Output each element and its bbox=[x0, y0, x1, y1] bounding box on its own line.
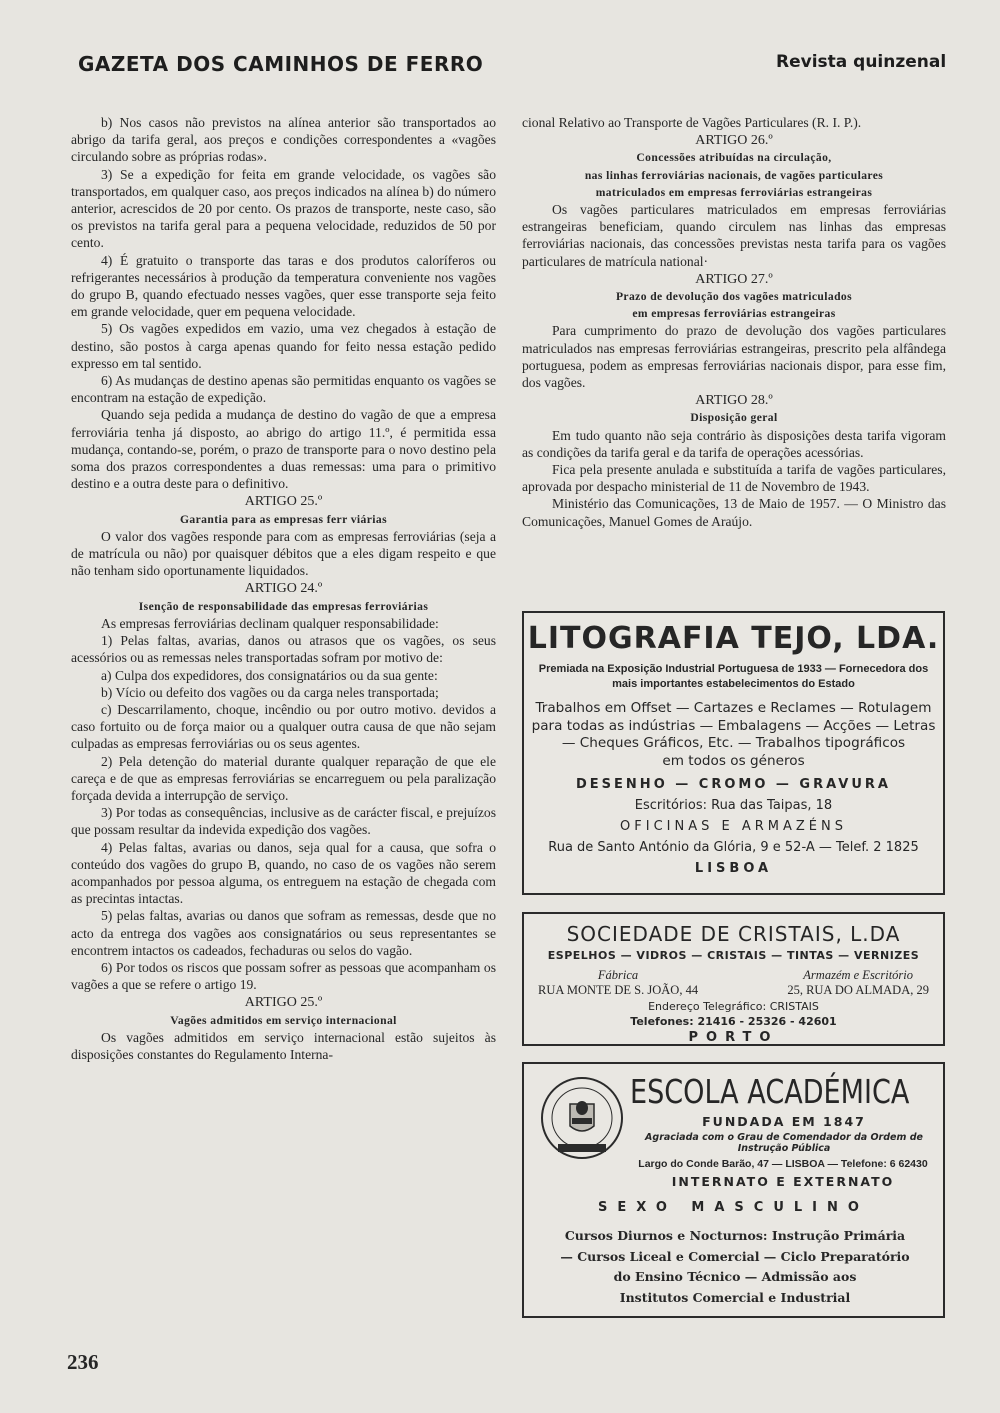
paragraph: Em tudo quanto não seja contrário às disposições desta tarifa vigoram as condições da tarifa geral e da tarifa de operações acessórias. bbox=[522, 427, 946, 460]
ad-cristais-fabrica-address: RUA MONTE DE S. JOÃO, 44 bbox=[538, 983, 699, 997]
ad-cristais-products: ESPELHOS — VIDROS — CRISTAIS — TINTAS — VERNIZES bbox=[547, 949, 920, 962]
paragraph: Ministério das Comunicações, 13 de Maio de 1957. — O Ministro das Comunicações, Manuel Gomes de Araújo. bbox=[522, 496, 946, 529]
article-subheading: Disposição geral bbox=[690, 411, 778, 425]
paragraph: 4) Pelas faltas, avarias ou danos, seja qual for a causa, que sofra o conteúdo dos vagões do grupo B, quando, no caso de os vagões não serem acompanhados por pessoa alguma, os entreguem na estação de chegada com as precintas intactas. bbox=[71, 839, 496, 907]
school-seal-icon bbox=[538, 1074, 626, 1162]
page-number: 236 bbox=[67, 1350, 99, 1374]
article-subheading: Prazo de devolução dos vagões matriculados bbox=[615, 290, 853, 304]
ad-litografia-escritorios: Escritórios: Rua das Taipas, 18 bbox=[634, 798, 833, 814]
ad-litografia-city: LISBOA bbox=[694, 861, 773, 877]
paragraph: Para cumprimento do prazo de devolução dos vagões particulares matriculados nas empresas ferroviárias estrangeiras, prescrito pela alfândega portuguesa, podem as empresas ferroviárias nacionais dispor, para esse fim, dos vagões. bbox=[522, 323, 946, 391]
ad-escola-academica bbox=[522, 1062, 945, 1318]
paragraph: Os vagões admitidos em serviço internacional estão sujeitos às disposições constantes do Regulamento Interna- bbox=[71, 1029, 496, 1062]
article-heading: ARTIGO 25.º bbox=[244, 995, 323, 1011]
ad-escola-name: ESCOLA ACADÉMICA bbox=[630, 1072, 910, 1111]
ad-cristais-armazem-label: Armazém e Escritório bbox=[803, 968, 914, 982]
ad-litografia-desenho: DESENHO — CROMO — GRAVURA bbox=[576, 777, 891, 793]
ad-escola-sexo: SEXO MASCULINO bbox=[598, 1200, 869, 1215]
paragraph: 4) É gratuito o transporte das taras e dos produtos caloríferos ou refrigerantes necessários à produção da temperatura conveniente nos vagões do grupo B, quando efectuado nesses vagões, quer esse transporte seja feito em grande velocidade, quer em pequena velocidade. bbox=[71, 252, 496, 320]
article-heading: ARTIGO 27.º bbox=[695, 271, 773, 287]
ad-escola-founded: FUNDADA EM 1847 bbox=[702, 1114, 866, 1129]
article-subheading: Concessões atribuídas na circulação, bbox=[636, 151, 832, 165]
ad-cristais-telegrafico: Endereço Telegráfico: CRISTAIS bbox=[648, 1000, 819, 1013]
ad-escola-courses-text: Cursos Diurnos e Nocturnos: Instrução Primária — Cursos Liceal e Comercial — Ciclo Preparatório do Ensino Técnico — Admissão aos bbox=[560, 1228, 910, 1284]
publication-title: GAZETA DOS CAMINHOS DE FERRO bbox=[78, 52, 484, 76]
ad-litografia-services bbox=[524, 700, 943, 770]
ad-cristais-fabrica-label: Fábrica bbox=[597, 968, 639, 982]
article-heading: ARTIGO 25.º bbox=[244, 494, 323, 510]
article-subheading: Vagões admitidos em serviço internacional bbox=[170, 1013, 397, 1027]
article-subheading: Garantia para as empresas ferr viárias bbox=[179, 512, 387, 526]
ad-litografia-line: Trabalhos em Offset — Cartazes e Reclames — Rotulagem bbox=[535, 700, 932, 716]
ad-litografia-line: para todas as indústrias — Embalagens — Acções — Letras bbox=[531, 717, 936, 734]
ad-sociedade-cristais bbox=[522, 912, 945, 1046]
paragraph: 2) Pela detenção do material durante qualquer reparação de que ele careça e de que as empresas ferroviárias se encarreguem ou pela paralização forçada devida a interrupção de serviço. bbox=[71, 753, 496, 803]
ad-litografia-line: — Cheques Gráficos, Etc. — Trabalhos tipográficos bbox=[561, 735, 906, 752]
paragraph: 6) As mudanças de destino apenas são permitidas enquanto os vagões se encontram na estação de expedição. bbox=[71, 373, 496, 406]
paragraph: 1) Pelas faltas, avarias, danos ou atrasos que os vagões, os seus acessórios ou as remessas neles transportadas sofram por motivo de: bbox=[71, 633, 496, 666]
ad-litografia-award: Premiada na Exposição Industrial Portuguesa de 1933 — Fornecedora dos mais importantes estabelecimentos do Estado bbox=[538, 663, 929, 690]
article-heading: ARTIGO 26.º bbox=[695, 133, 773, 149]
ad-cristais-name: SOCIEDADE DE CRISTAIS, L.DA bbox=[566, 922, 901, 946]
ad-escola-address: Largo do Conde Barão, 47 — LISBOA — Telefone: 6 62430 bbox=[638, 1158, 928, 1170]
ad-escola-award: Agraciada com o Grau de Comendador da Ordem de Instrução Pública bbox=[645, 1132, 923, 1154]
paragraph: 5) Os vagões expedidos em vazio, uma vez chegados à estação de destino, são postos à carga apenas quando for feito nessa estação pedido expresso em tal sentido. bbox=[71, 321, 496, 371]
ad-litografia-name: LITOGRAFIA TEJO, LDA. bbox=[527, 621, 940, 656]
article-heading: ARTIGO 28.º bbox=[695, 393, 773, 409]
ad-escola-internato: INTERNATO E EXTERNATO bbox=[671, 1174, 895, 1189]
paragraph: a) Culpa dos expedidores, dos consignatários ou da sua gente: bbox=[101, 667, 438, 683]
ad-cristais-armazem-address: 25, RUA DO ALMADA, 29 bbox=[787, 983, 929, 997]
ad-escola-courses bbox=[560, 1226, 910, 1308]
paragraph: cional Relativo ao Transporte de Vagões Particulares (R. I. P.). bbox=[522, 115, 862, 130]
ad-cristais-telefones: Telefones: 21416 - 25326 - 42601 bbox=[630, 1015, 837, 1028]
ad-escola-institutos: Institutos Comercial e Industrial bbox=[619, 1289, 851, 1305]
ad-cristais-addresses bbox=[524, 968, 943, 998]
paragraph: 5) pelas faltas, avarias ou danos que sofram as remessas, desde que no acto da entrega dos vagões aos consignatários ou seus representantes se encontrem intactos os cadeados, fechaduras ou selos do vagão. bbox=[71, 908, 496, 958]
right-column bbox=[522, 114, 946, 530]
article-subheading: matriculados em empresas ferroviárias estrangeiras bbox=[595, 185, 873, 199]
publication-subtitle: Revista quinzenal bbox=[776, 52, 947, 72]
paragraph: 3) Se a expedição for feita em grande velocidade, os vagões são transportados, em qualquer caso, aos preços indicados na alínea b) do número anterior, acrescidos de 20 por cento. Os prazos de transporte, neste caso, são os previstos na tarifa geral para a pequena velocidade, reduzidos de 50 por cento. bbox=[71, 166, 496, 251]
ad-litografia-tejo bbox=[522, 611, 945, 895]
paragraph: c) Descarrilamento, choque, incêndio ou por outro motivo. devidos a caso fortuito ou de força maior ou a qualquer outra causa de que não sejam culpadas as empresas ferroviárias ou os seus agentes. bbox=[71, 701, 496, 752]
paragraph: b) Nos casos não previstos na alínea anterior são transportados ao abrigo da tarifa geral, aos preços e condições correspondentes a «vagões circulando sobre as próprias rodas». bbox=[71, 115, 496, 165]
paragraph: O valor dos vagões responde para com as empresas ferroviárias (seja a de matrícula ou não) por quaisquer débitos que a eles digam respeito e que não tenham sido oportunamente liquidados. bbox=[71, 528, 496, 579]
paragraph: 3) Por todas as consequências, inclusive as de carácter fiscal, e prejuízos que possam resultar da indevida expedição dos vagões. bbox=[71, 805, 496, 838]
ad-cristais-city: PORTO bbox=[688, 1030, 779, 1045]
paragraph: 6) Por todos os riscos que possam sofrer as pessoas que acompanham os vagões a que se refere o artigo 19. bbox=[71, 959, 496, 993]
article-subheading: nas linhas ferroviárias nacionais, de vagões particulares bbox=[584, 168, 884, 182]
article-subheading: em empresas ferroviárias estrangeiras bbox=[632, 307, 836, 321]
ad-litografia-line: em todos os géneros bbox=[662, 752, 805, 769]
article-subheading: Isenção de responsabilidade das empresas ferroviárias bbox=[138, 599, 429, 613]
paragraph: As empresas ferroviárias declinam qualquer responsabilidade: bbox=[101, 615, 439, 631]
paragraph: Fica pela presente anulada e substituída a tarifa de vagões particulares, aprovada por despacho ministerial de 11 de Novembro de 1943. bbox=[522, 462, 946, 495]
left-column bbox=[71, 114, 496, 1063]
ad-litografia-oficinas: OFICINAS E ARMAZÉNS bbox=[620, 819, 847, 835]
paragraph: b) Vício ou defeito dos vagões ou da carga neles transportada; bbox=[101, 684, 439, 700]
article-heading: ARTIGO 24.º bbox=[244, 581, 323, 597]
paragraph: Os vagões particulares matriculados em empresas ferroviárias estrangeiras beneficiam, quando circulem nas linhas das empresas ferroviárias nacionais, das concessões previstas nesta tarifa para os vagões particulares de matrícula national· bbox=[522, 202, 946, 269]
paragraph: Quando seja pedida a mudança de destino do vagão de que a empresa ferroviária tenha já disposto, ao abrigo do artigo 11.º, é permitida essa mudança, contando-se, porém, o prazo de transporte para o novo destino pela soma dos prazos correspondentes a duas remessas: uma para o primitivo destino e a outra deste para o definitivo. bbox=[71, 407, 496, 492]
ad-litografia-address: Rua de Santo António da Glória, 9 e 52-A — Telef. 2 1825 bbox=[548, 840, 919, 856]
